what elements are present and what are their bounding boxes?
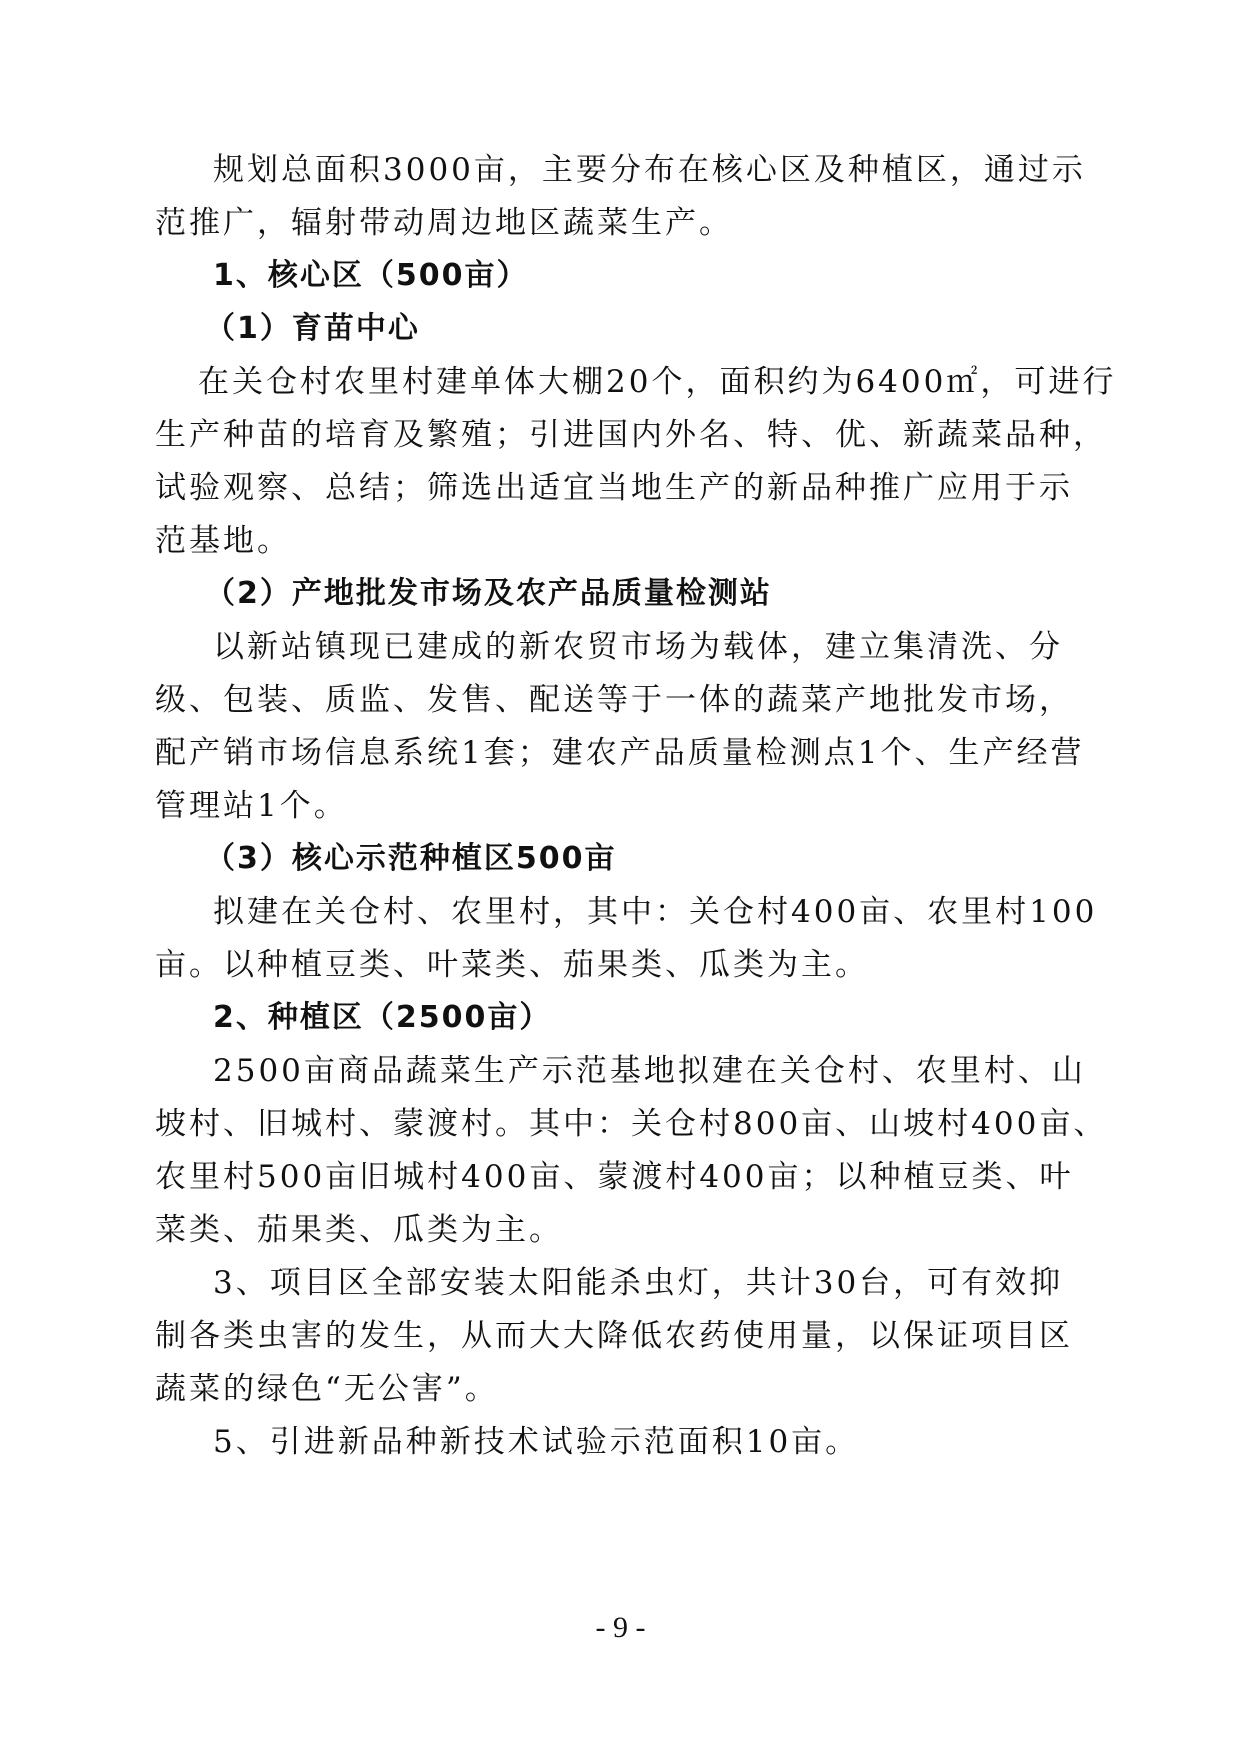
paragraph-line: 试验观察、总结；筛选出适宜当地生产的新品种推广应用于示 <box>155 470 1073 506</box>
subsection-heading: （3）核心示范种植区500亩 <box>205 841 617 876</box>
paragraph-line: 菜类、茄果类、瓜类为主。 <box>155 1212 563 1248</box>
subsection-heading: （1）育苗中心 <box>205 311 420 346</box>
paragraph-line: 以新站镇现已建成的新农贸市场为载体，建立集清洗、分 <box>213 629 1063 665</box>
paragraph-line: 2500亩商品蔬菜生产示范基地拟建在关仓村、农里村、山 <box>213 1053 1086 1089</box>
paragraph-line: 配产销市场信息系统1套；建农产品质量检测点1个、生产经营 <box>155 735 1085 771</box>
paragraph-line: 管理站1个。 <box>155 788 348 824</box>
paragraph-line: 在关仓村农里村建单体大棚20个，面积约为6400㎡，可进行 <box>198 364 1117 400</box>
paragraph-line: 规划总面积3000亩，主要分布在核心区及种植区，通过示 <box>213 152 1086 188</box>
paragraph-line: 5、引进新品种新技术试验示范面积10亩。 <box>213 1424 860 1460</box>
paragraph-line: 坡村、旧城村、蒙渡村。其中：关仓村800亩、山坡村400亩、 <box>155 1106 1108 1142</box>
page-number: - 9 - <box>595 1611 646 1644</box>
paragraph-line: 生产种苗的培育及繁殖；引进国内外名、特、优、新蔬菜品种， <box>155 417 1107 453</box>
paragraph-line: 级、包装、质监、发售、配送等于一体的蔬菜产地批发市场， <box>155 682 1073 718</box>
paragraph-line: 农里村500亩旧城村400亩、蒙渡村400亩；以种植豆类、叶 <box>155 1159 1074 1195</box>
paragraph-line: 拟建在关仓村、农里村，其中：关仓村400亩、农里村100 <box>213 894 1098 930</box>
paragraph-line: 3、项目区全部安装太阳能杀虫灯，共计30台，可有效抑 <box>213 1265 1064 1301</box>
paragraph-line: 蔬菜的绿色“无公害”。 <box>155 1371 499 1407</box>
section-heading: 1、核心区（500亩） <box>213 258 529 293</box>
section-heading: 2、种植区（2500亩） <box>213 1000 552 1035</box>
paragraph-line: 制各类虫害的发生，从而大大降低农药使用量，以保证项目区 <box>155 1318 1073 1354</box>
paragraph-line: 范推广，辐射带动周边地区蔬菜生产。 <box>155 205 733 241</box>
paragraph-line: 范基地。 <box>155 523 291 559</box>
subsection-heading: （2）产地批发市场及农产品质量检测站 <box>205 576 772 611</box>
paragraph-line: 亩。以种植豆类、叶菜类、茄果类、瓜类为主。 <box>155 947 869 983</box>
